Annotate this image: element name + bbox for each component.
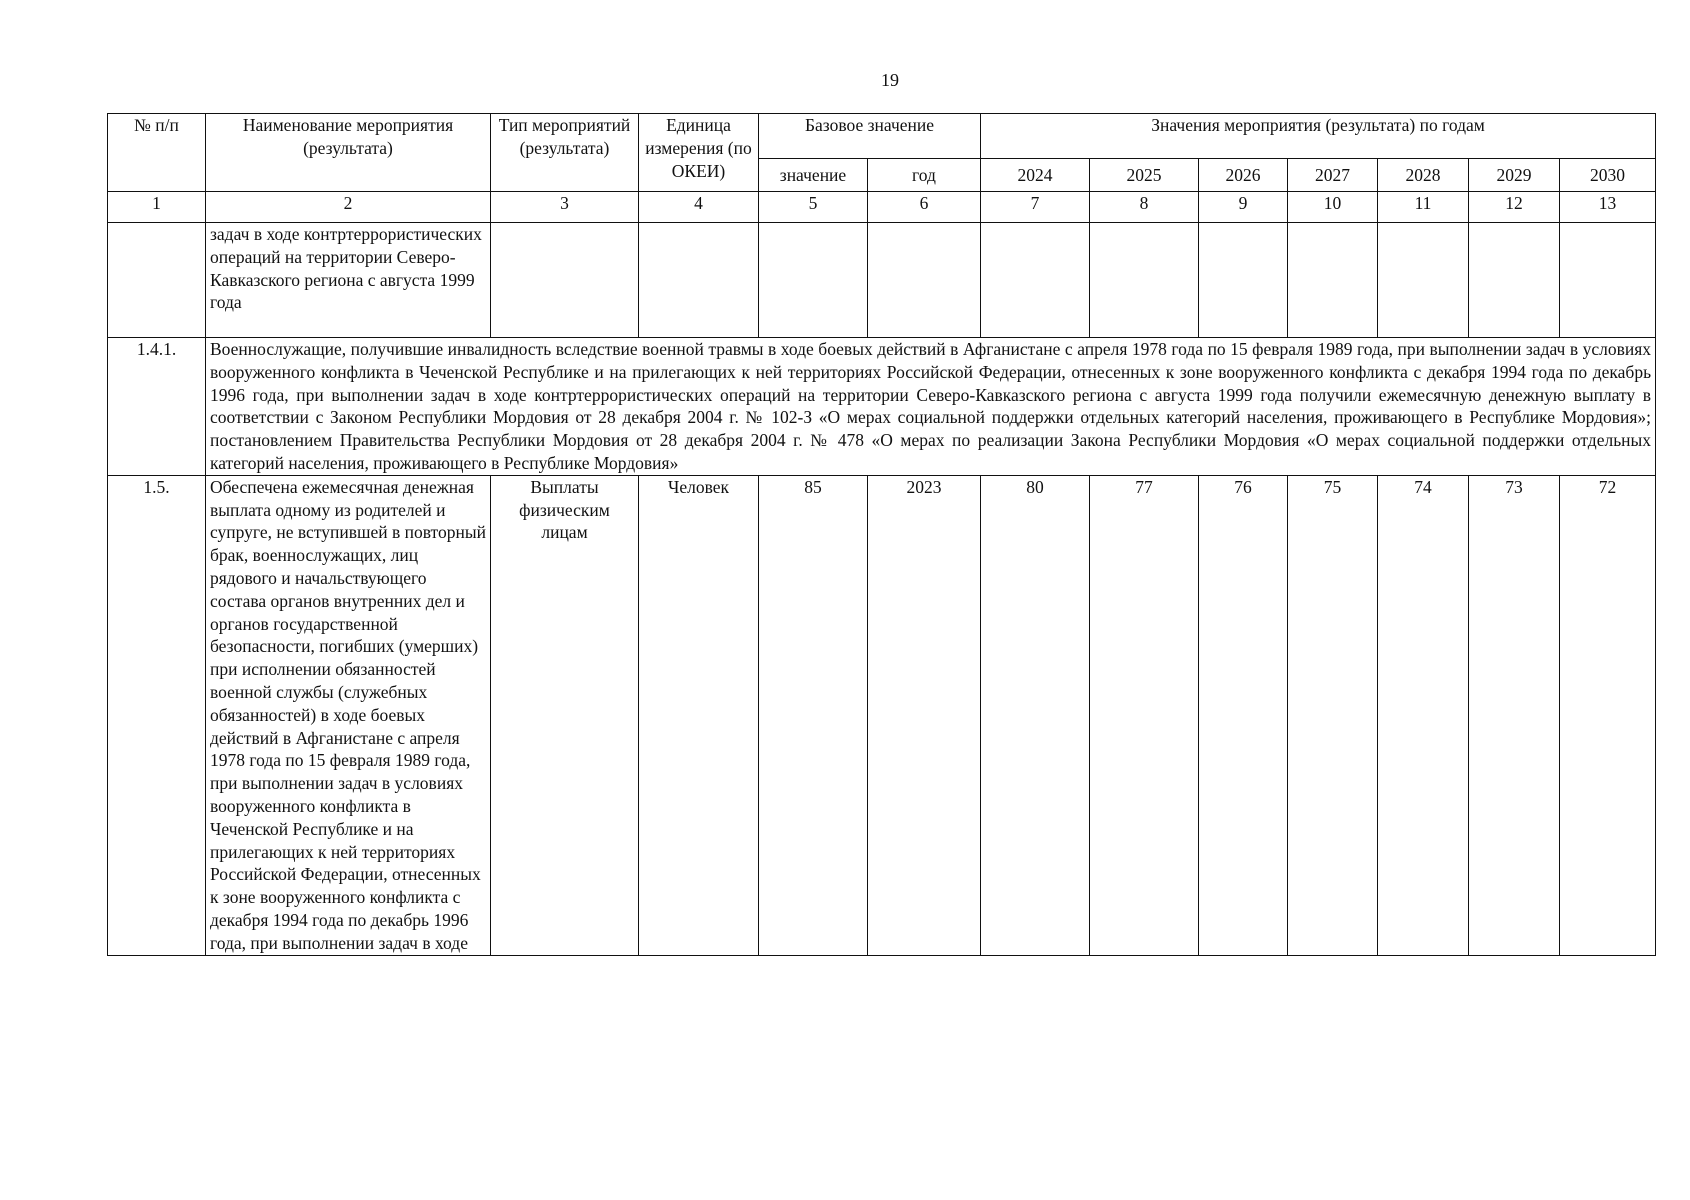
header-type: Тип мероприятий (результата) xyxy=(491,114,639,192)
row-value-2026: 76 xyxy=(1199,475,1288,955)
row-base-value: 85 xyxy=(759,475,868,955)
row-type: Выплаты физическим лицам xyxy=(491,475,639,955)
header-num: № п/п xyxy=(108,114,206,192)
table-row-continuation xyxy=(108,223,1656,338)
column-number: 13 xyxy=(1560,192,1656,223)
empty-cell xyxy=(1288,223,1378,338)
header-year-2024: 2024 xyxy=(981,159,1090,192)
empty-cell xyxy=(639,223,759,338)
column-number: 4 xyxy=(639,192,759,223)
row-unit: Человек xyxy=(639,475,759,955)
row-num-empty xyxy=(108,223,206,338)
header-year-2028: 2028 xyxy=(1378,159,1469,192)
empty-cell xyxy=(1199,223,1288,338)
table-row-1-5 xyxy=(108,475,1656,955)
column-number: 12 xyxy=(1469,192,1560,223)
row-value-2029: 73 xyxy=(1469,475,1560,955)
empty-cell xyxy=(1090,223,1199,338)
measures-table xyxy=(107,113,1656,956)
header-name: Наименование мероприятия (результата) xyxy=(206,114,491,192)
header-values-by-year: Значения мероприятия (результата) по годам xyxy=(981,114,1656,159)
column-number: 9 xyxy=(1199,192,1288,223)
row-name: Обеспечена ежемесячная денежная выплата одному из родителей и супруге, не вступившей в повторный брак, военнослужащих, лиц рядового и начальствующего состава органов внутренних дел и органов государственной безопасности, погибших (умерших) при исполнении обязанностей военной службы (служебных обязанностей) в ходе боевых действий в Афганистане с апреля 1978 года по 15 февраля 1989 года, при выполнении задач в условиях вооруженного конфликта в Чеченской Республике и на прилегающих к ней территориях Российской Федерации, отнесенных к зоне вооруженного конфликта с декабря 1994 года по декабрь 1996 года, при выполнении задач в ходе xyxy=(206,475,491,955)
row-value-2025: 77 xyxy=(1090,475,1199,955)
header-year-2027: 2027 xyxy=(1288,159,1378,192)
header-year-2029: 2029 xyxy=(1469,159,1560,192)
header-year-2026: 2026 xyxy=(1199,159,1288,192)
empty-cell xyxy=(759,223,868,338)
header-base-value: значение xyxy=(759,159,868,192)
column-numbers-row xyxy=(108,192,1656,223)
header-base-year: год xyxy=(868,159,981,192)
column-number: 3 xyxy=(491,192,639,223)
header-year-2030: 2030 xyxy=(1560,159,1656,192)
column-number: 6 xyxy=(868,192,981,223)
row-num: 1.5. xyxy=(108,475,206,955)
column-number: 2 xyxy=(206,192,491,223)
empty-cell xyxy=(868,223,981,338)
row-num: 1.4.1. xyxy=(108,338,206,476)
empty-cell xyxy=(1560,223,1656,338)
column-number: 10 xyxy=(1288,192,1378,223)
row-value-2030: 72 xyxy=(1560,475,1656,955)
row-value-2027: 75 xyxy=(1288,475,1378,955)
column-number: 7 xyxy=(981,192,1090,223)
empty-cell xyxy=(981,223,1090,338)
table-row-1-4-1 xyxy=(108,338,1656,476)
column-number: 11 xyxy=(1378,192,1469,223)
column-number: 8 xyxy=(1090,192,1199,223)
header-base: Базовое значение xyxy=(759,114,981,159)
column-number: 1 xyxy=(108,192,206,223)
page-number: 19 xyxy=(881,70,899,90)
row-value-2028: 74 xyxy=(1378,475,1469,955)
empty-cell xyxy=(1469,223,1560,338)
empty-cell xyxy=(491,223,639,338)
row-base-year: 2023 xyxy=(868,475,981,955)
header-year-2025: 2025 xyxy=(1090,159,1199,192)
table-header-row xyxy=(108,114,1656,159)
row-name: задач в ходе контртеррористических операций на территории Северо-Кавказского региона с августа 1999 года xyxy=(206,223,491,338)
header-unit: Единица измерения (по ОКЕИ) xyxy=(639,114,759,192)
row-value-2024: 80 xyxy=(981,475,1090,955)
column-number: 5 xyxy=(759,192,868,223)
empty-cell xyxy=(1378,223,1469,338)
row-description: Военнослужащие, получившие инвалидность вследствие военной травмы в ходе боевых действий в Афганистане с апреля 1978 года по 15 февраля 1989 года, при выполнении задач в условиях вооруженного конфликта в Чеченской Республике и на прилегающих к ней территориях Российской Федерации, отнесенных к зоне вооруженного конфликта с декабря 1994 года по декабрь 1996 года, при выполнении задач в ходе контртеррористических операций на территории Северо-Кавказского региона с августа 1999 года получили ежемесячную денежную выплату в соответствии с Законом Республики Мордовия от 28 декабря 2004 г. № 102-З «О мерах социальной поддержки отдельных категорий населения, проживающего в Республике Мордовия»; постановлением Правительства Республики Мордовия от 28 декабря 2004 г. № 478 «О мерах по реализации Закона Республики Мордовия «О мерах социальной поддержки отдельных категорий населения, проживающего в Республике Мордовия» xyxy=(206,338,1656,476)
